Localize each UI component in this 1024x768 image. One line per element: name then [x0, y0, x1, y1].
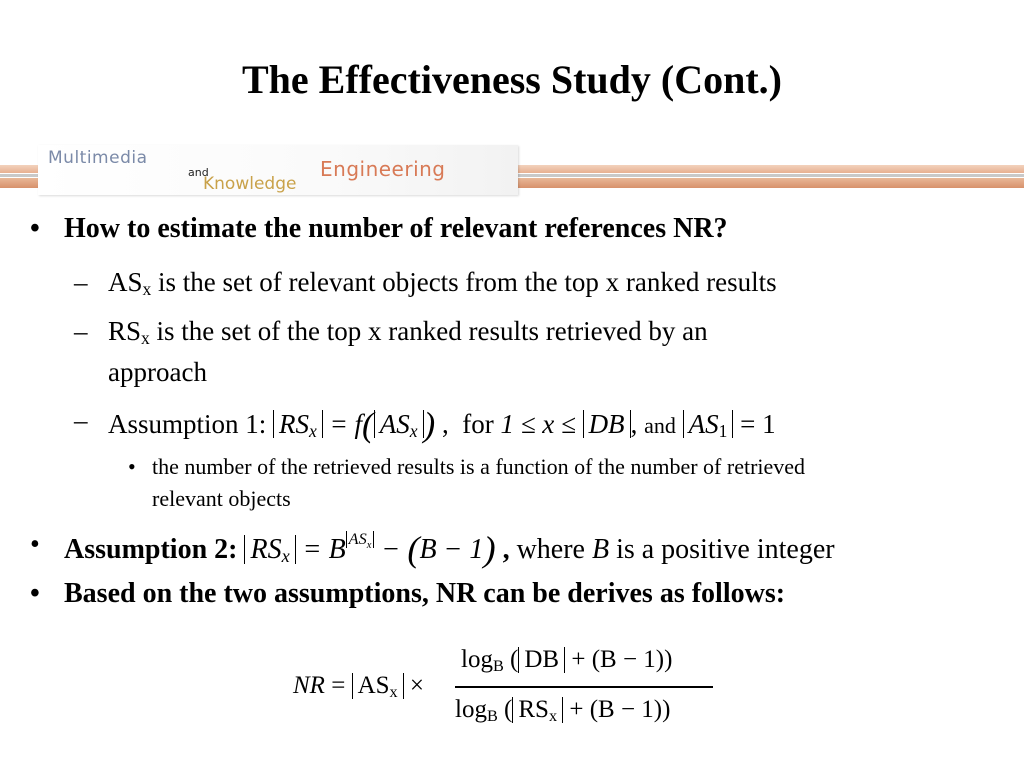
assumption-2-formula [244, 529, 502, 569]
db-symbol: DB [588, 409, 625, 439]
and-word: and [644, 413, 676, 438]
rs-symbol: RS [250, 534, 282, 565]
exponent-subscript: x [366, 540, 372, 551]
rsx-abs [512, 697, 563, 723]
rsx-subscript: x [141, 328, 150, 348]
asx-abs [374, 409, 424, 441]
rsx-abs [244, 535, 295, 564]
sub-bullet-asx [74, 266, 777, 299]
formula-lhs [293, 672, 424, 700]
minus-sign: − [381, 534, 401, 565]
rsx-definition-line2: approach [108, 357, 207, 387]
comma: , [502, 534, 510, 565]
comma-2: , [630, 409, 638, 439]
sub-sub-bullet-function [128, 452, 806, 483]
equals-one: = 1 [740, 409, 776, 439]
rs-subscript: x [281, 546, 290, 566]
open-paren: ( [510, 646, 519, 673]
as1-symbol: AS [688, 409, 719, 439]
dash-icon: – [74, 405, 88, 435]
rs-subscript: x [548, 707, 558, 725]
bullet-text: How to estimate the number of relevant references NR? [64, 213, 728, 244]
rsx-term: RS [108, 316, 142, 346]
slide-title: The Effectiveness Study (Cont.) [242, 57, 782, 102]
asx-subscript: x [142, 279, 152, 299]
denominator-tail: + (B − 1)) [569, 696, 671, 723]
fraction-denominator [455, 696, 670, 724]
rs-symbol: RS [279, 409, 310, 439]
bullet-dot-icon: • [30, 529, 40, 560]
rs-subscript: x [309, 421, 317, 441]
open-paren: ( [362, 405, 374, 444]
asx-term: AS [108, 267, 143, 297]
b-variable: B [591, 534, 610, 565]
where-word: where [509, 534, 592, 565]
logo-word-knowledge: Knowledge [203, 174, 297, 194]
exponent [346, 530, 375, 551]
positive-integer-text: is a positive integer [609, 534, 835, 565]
close-paren: ) [423, 405, 436, 444]
bullet-derivation [30, 577, 786, 611]
close-paren: ) [483, 529, 496, 569]
function-text-line1: the number of the retrieved results is a function of the number of retrieved [152, 454, 806, 479]
nr-formula [293, 644, 733, 744]
range-expression: 1 ≤ x ≤ [500, 409, 576, 439]
dash-icon: – [74, 316, 88, 346]
for-word: for [462, 409, 494, 439]
open-paren: ( [504, 696, 513, 723]
log-symbol: log [455, 696, 487, 723]
fraction-numerator [461, 646, 672, 674]
bullet-dot-icon: • [30, 578, 40, 609]
bullet-dot-icon: • [128, 454, 136, 479]
as-symbol: AS [357, 672, 390, 699]
as1-abs [683, 409, 734, 441]
rs-symbol: RS [518, 696, 549, 723]
rsx-definition: is the set of the top x ranked results retrieved by an [149, 316, 708, 346]
assumption-2-label: Assumption 2: [64, 534, 238, 565]
numerator-tail: + (B − 1)) [571, 646, 673, 673]
log-base: B [492, 657, 504, 675]
times-sign: × [409, 672, 425, 699]
assumption-1-label: Assumption 1: [108, 409, 267, 439]
equals-f: = f [329, 409, 363, 439]
bullet-estimate-nr [30, 212, 728, 246]
as1-subscript: 1 [718, 421, 728, 441]
logo-word-engineering: Engineering [320, 157, 446, 181]
exponent-as: AS [348, 530, 367, 548]
bullet-assumption-2 [30, 528, 835, 572]
logo-word-and: and [188, 166, 209, 179]
rsx-abs [273, 409, 323, 441]
db-symbol: DB [524, 646, 560, 673]
db-abs [583, 410, 631, 438]
assumption-1-formula [273, 405, 442, 444]
log-base: B [486, 707, 498, 725]
dash-icon: – [74, 267, 88, 297]
bullet-dot-icon: • [30, 213, 40, 244]
equals-sign: = [331, 672, 346, 699]
as-subscript: x [389, 683, 398, 701]
open-paren: ( [407, 529, 420, 569]
comma: , [441, 409, 449, 439]
fraction-bar [455, 686, 713, 688]
db-abs [518, 647, 565, 673]
equals-b: = B [302, 534, 346, 565]
banner [0, 145, 1024, 195]
asx-abs [352, 673, 404, 699]
lab-logo [38, 145, 518, 195]
sub-bullet-assumption-1 [74, 404, 776, 446]
as-symbol: AS [379, 409, 410, 439]
function-text-line2: relevant objects [152, 486, 291, 511]
sub-bullet-rsx [74, 315, 708, 348]
log-symbol: log [461, 646, 493, 673]
as-subscript: x [409, 421, 418, 441]
asx-definition: is the set of relevant objects from the top x ranked results [151, 267, 777, 297]
nr-symbol: NR [293, 672, 325, 699]
derivation-text: Based on the two assumptions, NR can be derives as follows: [64, 578, 786, 609]
logo-word-multimedia: Multimedia [48, 148, 148, 168]
b-minus-one: B − 1 [419, 534, 484, 565]
